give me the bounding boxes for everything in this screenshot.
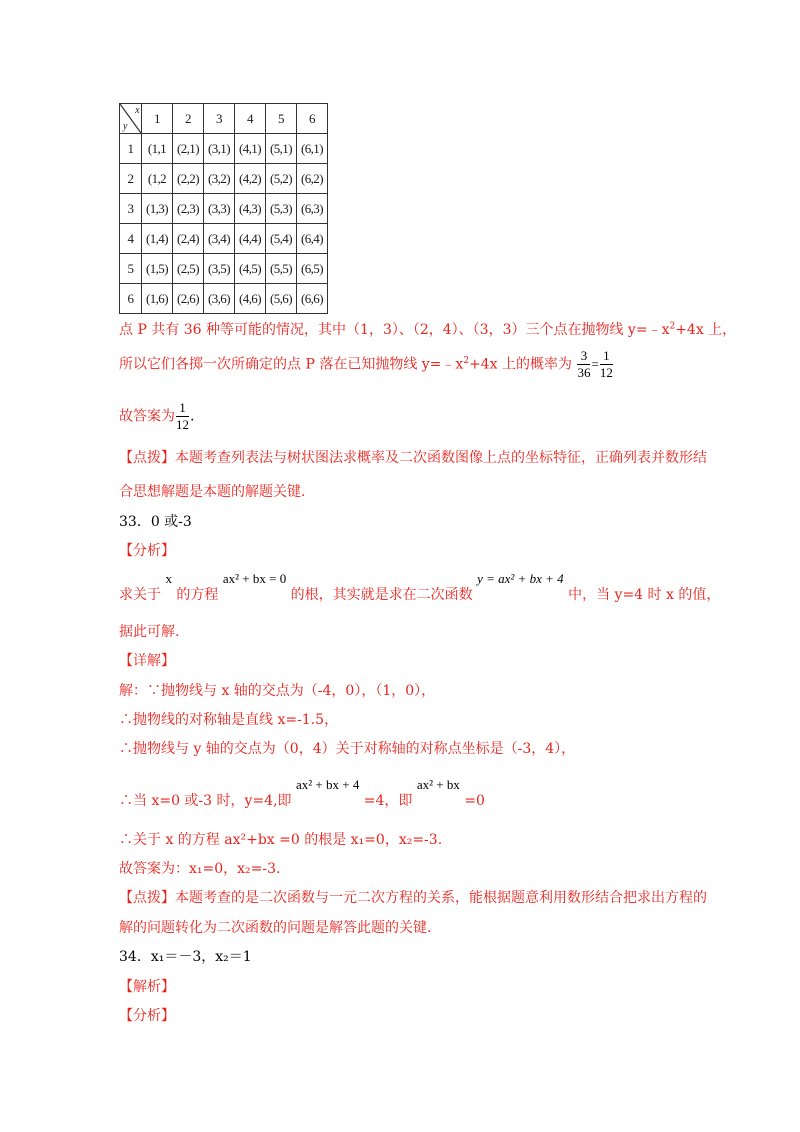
table-cell: (2,5) [173,254,204,284]
outcome-table [119,103,328,314]
table-cell: (1,1 [142,134,173,164]
table-cell: (5,4) [266,224,297,254]
table-cell: (3,5) [204,254,235,284]
table-cell: (2,4) [173,224,204,254]
row-header: 6 [120,284,142,314]
column-header: 4 [235,104,266,134]
note-1-line2: 合思想解题是本题的解题关键. [119,484,306,500]
row-header: 1 [120,134,142,164]
column-header: 5 [266,104,297,134]
para-answer: 故答案为 $\frac{1}{12}$ . [119,400,195,432]
column-header: 6 [297,104,328,134]
row-header: 3 [120,194,142,224]
q33-answer: 故答案为：x₁=0，x₂=-3. [119,861,281,877]
table-cell: (4,1) [235,134,266,164]
table-cell: (4,5) [235,254,266,284]
table-cell: (1,3) [142,194,173,224]
table-cell: (4,2) [235,164,266,194]
q33-heading: 33．0 或-3 [119,514,192,530]
note-2-line2: 解的问题转化为二次函数的问题是解答此题的关键. [119,920,432,936]
table-cell: (5,5) [266,254,297,284]
q33-step2: ∴抛物线的对称轴是直线 x=-1.5， [119,712,339,728]
table-cell: (6,4) [297,224,328,254]
fraction-1-12: $\frac{1}{12}$ [599,348,613,380]
q33-analysis-line2: 据此可解. [119,624,180,640]
note-1-line1: 【点拨】本题考查列表法与树状图法求概率及二次函数图像上点的坐标特征，正确列表并数形结 [119,450,707,466]
row-header: 2 [120,164,142,194]
table-cell: (5,1) [266,134,297,164]
q33-step5: ∴关于 x 的方程 ax²+bx =0 的根是 x₁=0，x₂=-3. [119,832,443,848]
table-row [120,254,328,284]
table-cell: (5,6) [266,284,297,314]
q34-heading: 34．x₁＝－3，x₂＝1 [119,949,252,965]
fraction-answer: $\frac{1}{12}$ [176,400,189,432]
column-header: 2 [173,104,204,134]
row-header: 5 [120,254,142,284]
q33-step4: ∴当 x=0 或-3 时，y=4,即 ax² + bx + 4 =4，即 ax² + bx =0 [119,777,485,809]
table-cell: (6,2) [297,164,328,194]
table-cell: (6,3) [297,194,328,224]
table-row [120,224,328,254]
table-cell: (4,3) [235,194,266,224]
table-cell: (1,5) [142,254,173,284]
table-cell: (6,1) [297,134,328,164]
column-header: 3 [204,104,235,134]
column-header: 1 [142,104,173,134]
table-cell: (3,3) [204,194,235,224]
table-cell: (3,1) [204,134,235,164]
q33-analysis-label: 【分析】 [119,543,175,559]
table-cell: (5,2) [266,164,297,194]
corner-y-label: y [123,121,127,132]
table-row [120,194,328,224]
table-row [120,134,328,164]
q34-analysis-label: 【分析】 [119,1008,175,1024]
table-cell: (3,4) [204,224,235,254]
fraction-3-36: $\frac{3}{36}$ [577,348,591,380]
q34-solution-label: 【解析】 [119,979,175,995]
note-2-line1: 【点拨】本题考查的是二次函数与一元二次方程的关系，能根据题意利用数形结合把求出方程的 [119,890,707,906]
table-row [120,284,328,314]
table-cell: (4,6) [235,284,266,314]
para-count: 点 P 共有 36 种等可能的情况，其中（1，3）、（2，4）、（3，3）三个点在抛物线 $y=﹣x^2+4x$ 上， [119,321,737,338]
para-probability: 所以它们各掷一次所确定的点 P 落在已知抛物线 $y=﹣x^2+4x$ 上的概率为 $\frac{3}{36}$ = $\frac{1}{12}$ [119,348,613,380]
table-row [120,164,328,194]
q33-analysis-line1: 求关于 x 的方程 ax² + bx = 0 的根，其实就是求在二次函数 y = ax² + bx + 4 中，当 y=4 时 x 的值， [119,571,721,603]
q33-step3: ∴抛物线与 y 轴的交点为（0，4）关于对称轴的对称点坐标是（-3，4）， [119,741,576,757]
table-cell: (3,2) [204,164,235,194]
table-cell: (4,4) [235,224,266,254]
table-cell: (2,3) [173,194,204,224]
row-header: 4 [120,224,142,254]
table-cell: (6,6) [297,284,328,314]
corner-x-label: x [135,105,139,116]
table-cell: (6,5) [297,254,328,284]
table-cell: (1,2 [142,164,173,194]
q33-step1: 解：∵抛物线与 x 轴的交点为（-4，0），（1，0）， [119,683,436,699]
table-cell: (5,3) [266,194,297,224]
table-cell: (2,2) [173,164,204,194]
q33-detail-label: 【详解】 [119,653,175,669]
table-cell: (1,6) [142,284,173,314]
table-corner-cell [120,104,142,134]
table-cell: (1,4) [142,224,173,254]
table-cell: (3,6) [204,284,235,314]
table-cell: (2,1) [173,134,204,164]
table-cell: (2,6) [173,284,204,314]
